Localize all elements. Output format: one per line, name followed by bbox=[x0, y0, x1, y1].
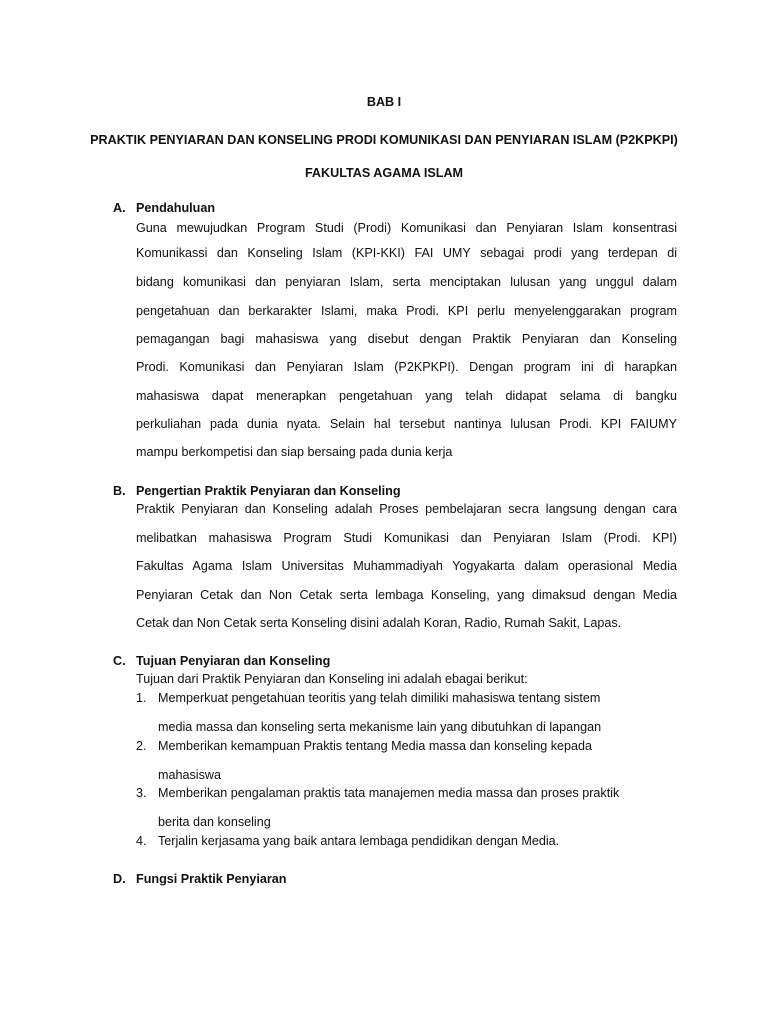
paragraph-line: Penyiaran Cetak dan Non Cetak serta lembaga Konseling, yang dimaksud dengan Media bbox=[136, 588, 677, 602]
list-item: Terjalin kerjasama yang baik antara lembaga pendidikan dengan Media. bbox=[158, 834, 560, 848]
document-title: PRAKTIK PENYIARAN DAN KONSELING PRODI KOMUNIKASI DAN PENYIARAN ISLAM (P2KPKPI) bbox=[90, 133, 678, 147]
faculty-heading: FAKULTAS AGAMA ISLAM bbox=[304, 166, 464, 180]
list-item-continuation: mahasiswa bbox=[158, 768, 221, 782]
paragraph-line: mahasiswa dapat menerapkan pengetahuan yang telah didapat selama di bangku bbox=[136, 389, 677, 403]
section-a-letter: A. bbox=[113, 201, 126, 215]
paragraph-line: perkuliahan pada dunia nyata. Selain hal tersebut nantinya lulusan Prodi. KPI FAIUMY bbox=[136, 417, 677, 431]
list-number: 2. bbox=[136, 739, 147, 753]
list-number: 1. bbox=[136, 691, 147, 705]
list-item: Memperkuat pengetahuan teoritis yang telah dimiliki mahasiswa tentang sistem bbox=[158, 691, 601, 705]
list-item: Memberikan pengalaman praktis tata manajemen media massa dan proses praktik bbox=[158, 786, 620, 800]
list-number: 4. bbox=[136, 834, 147, 848]
paragraph-line: Praktik Penyiaran dan Konseling adalah Proses pembelajaran secra langsung dengan cara bbox=[136, 502, 677, 516]
paragraph-line: pengetahuan dan berkarakter Islami, maka Prodi. KPI perlu menyelenggarakan program bbox=[136, 304, 677, 318]
paragraph-line: Guna mewujudkan Program Studi (Prodi) Komunikasi dan Penyiaran Islam konsentrasi bbox=[136, 221, 677, 235]
chapter-heading: BAB I bbox=[366, 95, 402, 109]
paragraph-line: Prodi. Komunikasi dan Penyiaran Islam (P2KPKPI). Dengan program ini di harapkan bbox=[136, 360, 677, 374]
section-d-title: Fungsi Praktik Penyiaran bbox=[136, 872, 287, 886]
paragraph-line: mampu berkompetisi dan siap bersaing pada dunia kerja bbox=[136, 445, 453, 459]
list-item: Memberikan kemampuan Praktis tentang Media massa dan konseling kepada bbox=[158, 739, 593, 753]
list-item-continuation: media massa dan konseling serta mekanisme lain yang dibutuhkan di lapangan bbox=[158, 720, 602, 734]
section-d-letter: D. bbox=[113, 872, 126, 886]
paragraph-line: bidang komunikasi dan penyiaran Islam, serta menciptakan lulusan yang unggul dalam bbox=[136, 275, 677, 289]
paragraph-line: Fakultas Agama Islam Universitas Muhammadiyah Yogyakarta dalam operasional Media bbox=[136, 559, 677, 573]
list-number: 3. bbox=[136, 786, 147, 800]
paragraph-line: Komunikassi dan Konseling Islam (KPI-KKI) FAI UMY sebagai prodi yang terdepan di bbox=[136, 246, 677, 260]
section-c-title: Tujuan Penyiaran dan Konseling bbox=[136, 654, 331, 668]
paragraph-line: pemagangan bagi mahasiswa yang disebut dengan Praktik Penyiaran dan Konseling bbox=[136, 332, 677, 346]
section-c-letter: C. bbox=[113, 654, 126, 668]
section-b-letter: B. bbox=[113, 484, 126, 498]
paragraph-line: Cetak dan Non Cetak serta Konseling disini adalah Koran, Radio, Rumah Sakit, Lapas. bbox=[136, 616, 622, 630]
section-b-title: Pengertian Praktik Penyiaran dan Konseling bbox=[136, 484, 401, 498]
section-a-title: Pendahuluan bbox=[136, 201, 216, 215]
paragraph-line: melibatkan mahasiswa Program Studi Komunikasi dan Penyiaran Islam (Prodi. KPI) bbox=[136, 531, 677, 545]
list-item-continuation: berita dan konseling bbox=[158, 815, 271, 829]
section-c-intro: Tujuan dari Praktik Penyiaran dan Konseling ini adalah ebagai berikut: bbox=[136, 672, 528, 686]
